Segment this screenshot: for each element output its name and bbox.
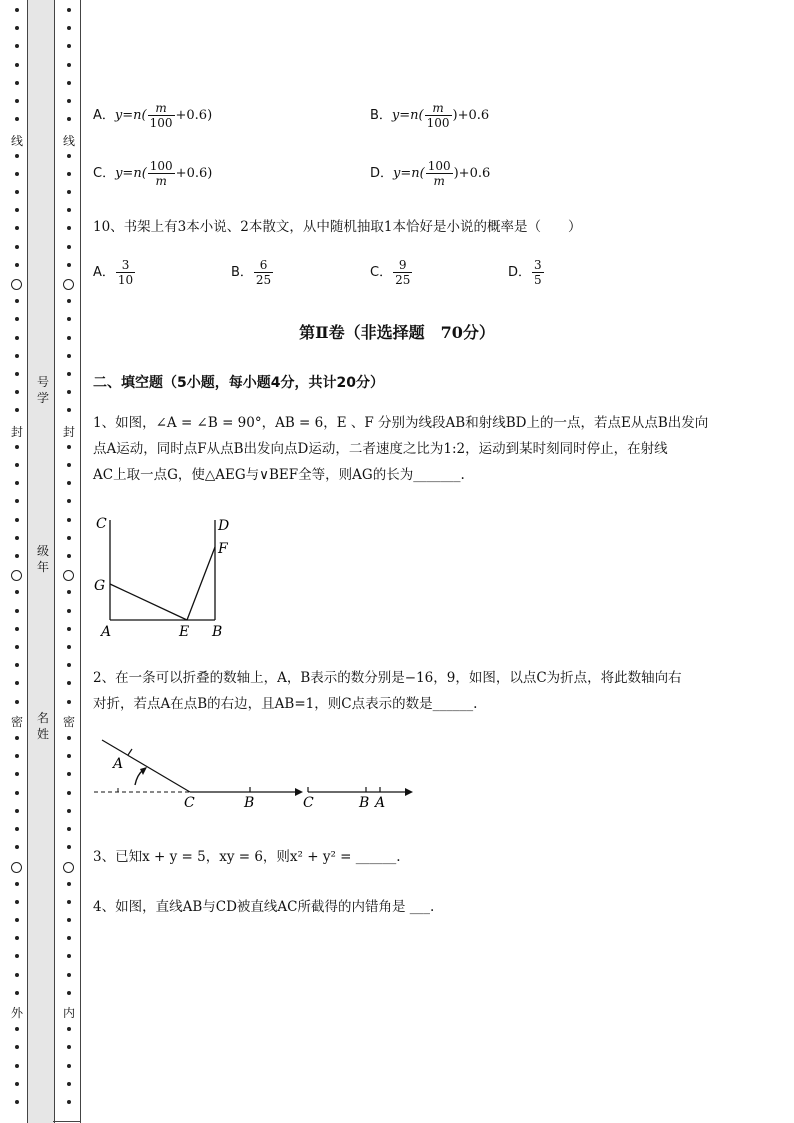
cut-dot	[15, 44, 19, 48]
cut-dot	[15, 463, 19, 467]
question-4: 4、如图，直线AB与CD被直线AC所截得的内错角是 ___.	[93, 899, 435, 915]
cut-dot	[15, 663, 19, 667]
cut-dot	[15, 845, 19, 849]
cut-dot	[15, 190, 19, 194]
inner-circle-mark	[63, 570, 74, 581]
cut-dot	[67, 408, 71, 412]
inner-mark-seal: 封	[62, 425, 75, 439]
q9-option-c: C．y=n( $\frac{100}{m}$ +0.6)	[93, 159, 213, 188]
gutter-rule	[80, 0, 81, 1123]
cut-dot	[15, 372, 19, 376]
cut-dot	[67, 590, 71, 594]
question-1: 1、如图，∠A = ∠B = 90°，AB = 6，E 、F 分别为线段AB和射线BD上的一点，若点E从点B出发向 点A运动，同时点F从点B出发向点D运动，二者速度之比为1:2，运动到某时刻同时停止，在射线 AC上取一点G，使△AEG与∨BEF全等，则AG的长为_______.	[93, 415, 709, 483]
cut-dot	[15, 536, 19, 540]
cut-dot	[67, 44, 71, 48]
cut-dot	[67, 154, 71, 158]
cut-dot	[15, 172, 19, 176]
tick-a	[128, 749, 132, 755]
outer-mark-line: 线	[10, 134, 23, 148]
label-f: F	[218, 541, 228, 557]
cut-dot	[15, 772, 19, 776]
label-d: D	[218, 518, 230, 534]
inner-mark-line: 线	[62, 134, 75, 148]
cut-dot	[15, 226, 19, 230]
cut-dot	[67, 63, 71, 67]
cut-dot	[15, 973, 19, 977]
fraction: $\frac{m}{100}$	[149, 101, 173, 130]
cut-dot	[15, 936, 19, 940]
cut-dot	[15, 991, 19, 995]
cut-dot	[15, 609, 19, 613]
label-a-right: A	[375, 795, 386, 811]
outer-mark-seal: 封	[10, 425, 23, 439]
cut-dot	[67, 1027, 71, 1031]
cut-dot	[67, 736, 71, 740]
question-3: 3、已知x + y = 5，xy = 6，则x² + y² = ______.	[93, 849, 401, 865]
cut-dot	[15, 590, 19, 594]
label-c: C	[96, 516, 107, 532]
cut-dot	[67, 8, 71, 12]
figure-q2	[90, 735, 420, 813]
name-field: 名 姓	[36, 711, 49, 741]
cut-dot	[67, 372, 71, 376]
inner-circle-mark	[63, 862, 74, 873]
label-c-right: C	[303, 795, 314, 811]
grade-field: 级 年	[36, 544, 49, 574]
cut-dot	[15, 245, 19, 249]
cut-dot	[15, 754, 19, 758]
cut-dot	[15, 882, 19, 886]
cut-dot	[15, 681, 19, 685]
q9-option-b: B．y=n( $\frac{m}{100}$ )+0.6	[370, 101, 490, 130]
cut-dot	[15, 263, 19, 267]
fraction: $\frac{m}{100}$	[426, 101, 450, 130]
cut-dot	[67, 26, 71, 30]
cut-dot	[67, 954, 71, 958]
cut-dot	[67, 936, 71, 940]
cut-dot	[15, 8, 19, 12]
q9-option-a: A．y=n( $\frac{m}{100}$ +0.6)	[93, 101, 213, 130]
cut-dot	[67, 463, 71, 467]
cut-dot	[15, 1064, 19, 1068]
cut-dot	[15, 499, 19, 503]
label-a: A	[101, 624, 112, 640]
cut-dot	[67, 81, 71, 85]
label-b-right: B	[359, 795, 370, 811]
cut-dot	[67, 445, 71, 449]
cut-dot	[15, 117, 19, 121]
cut-dot	[67, 627, 71, 631]
cut-dot	[67, 117, 71, 121]
arrow-right-axis	[405, 788, 413, 796]
cut-dot	[67, 991, 71, 995]
cut-dot	[67, 536, 71, 540]
cut-dot	[67, 554, 71, 558]
cut-dot	[67, 827, 71, 831]
fold-arrowhead	[140, 767, 147, 775]
cut-dot	[67, 809, 71, 813]
label-e: E	[179, 624, 190, 640]
outer-mark-outside: 外	[10, 1006, 23, 1020]
cut-dot	[15, 918, 19, 922]
cut-dot	[67, 791, 71, 795]
label-c-left: C	[184, 795, 195, 811]
cut-dot	[67, 208, 71, 212]
cut-dot	[67, 900, 71, 904]
figure-q1	[90, 510, 240, 645]
section-title: 二、填空题（5小题，每小题4分，共计20分）	[93, 375, 384, 391]
cut-dot	[15, 627, 19, 631]
cut-dot	[67, 518, 71, 522]
cut-dot	[67, 845, 71, 849]
cut-dot	[15, 445, 19, 449]
segment-ge	[110, 584, 187, 620]
inner-mark-inside: 内	[62, 1006, 75, 1020]
cut-dot	[67, 1045, 71, 1049]
cut-dot	[15, 518, 19, 522]
cut-dot	[67, 882, 71, 886]
cut-dot	[67, 663, 71, 667]
inner-circle-mark	[63, 279, 74, 290]
cut-dot	[67, 609, 71, 613]
cut-dot	[15, 154, 19, 158]
cut-dot	[67, 772, 71, 776]
cut-dot	[15, 81, 19, 85]
part-two-title: 第Ⅱ卷（非选择题 70分）	[299, 323, 495, 342]
cut-dot	[15, 26, 19, 30]
outer-mark-secret: 密	[10, 715, 23, 729]
cut-dot	[67, 1100, 71, 1104]
cut-dot	[15, 809, 19, 813]
cut-dot	[15, 554, 19, 558]
cut-dot	[67, 481, 71, 485]
label-b: B	[212, 624, 223, 640]
q9-option-d: D．y=n( $\frac{100}{m}$ )+0.6	[370, 159, 491, 188]
cut-dot	[67, 499, 71, 503]
segment-ef	[187, 547, 215, 620]
cut-dot	[67, 172, 71, 176]
inner-dotted-line	[64, 0, 74, 1123]
cut-dot	[67, 700, 71, 704]
question-2: 2、在一条可以折叠的数轴上，A，B表示的数分别是−16，9，如图，以点C为折点，将此数轴向右 对折，若点A在点B的右边，且AB=1，则C点表示的数是______.	[93, 670, 682, 712]
cut-dot	[15, 481, 19, 485]
cut-dot	[15, 827, 19, 831]
cut-dot	[15, 954, 19, 958]
cut-dot	[67, 754, 71, 758]
cut-dot	[15, 1100, 19, 1104]
cut-dot	[15, 390, 19, 394]
cut-dot	[67, 1064, 71, 1068]
cut-dot	[15, 1045, 19, 1049]
student-id-field: 号 学	[36, 375, 49, 405]
cut-dot	[67, 245, 71, 249]
arrow-left-axis	[295, 788, 303, 796]
q10-option-c: C． $\frac{9}{25}$	[370, 258, 411, 287]
cut-dot	[15, 1027, 19, 1031]
cut-dot	[67, 645, 71, 649]
cut-dot	[67, 99, 71, 103]
cut-dot	[15, 1082, 19, 1086]
cut-dot	[15, 63, 19, 67]
binding-margin	[0, 0, 82, 1123]
label-b-left: B	[244, 795, 255, 811]
cut-dot	[67, 973, 71, 977]
fraction: $\frac{100}{m}$	[149, 159, 173, 188]
cut-dot	[15, 99, 19, 103]
outer-dotted-line	[12, 0, 22, 1123]
label-g: G	[94, 578, 106, 594]
cut-dot	[67, 354, 71, 358]
cut-dot	[67, 190, 71, 194]
cut-dot	[67, 226, 71, 230]
cut-dot	[15, 900, 19, 904]
inner-mark-secret: 密	[62, 715, 75, 729]
outer-circle-mark	[11, 862, 22, 873]
cut-dot	[15, 208, 19, 212]
cut-dot	[67, 390, 71, 394]
cut-dot	[15, 299, 19, 303]
outer-circle-mark	[11, 279, 22, 290]
q10-option-b: B． $\frac{6}{25}$	[231, 258, 272, 287]
cut-dot	[15, 645, 19, 649]
cut-dot	[15, 354, 19, 358]
cut-dot	[67, 1082, 71, 1086]
cut-dot	[67, 681, 71, 685]
cut-dot	[15, 736, 19, 740]
label-a-folded: A	[113, 756, 124, 772]
q10-option-a: A． $\frac{3}{10}$	[93, 258, 134, 287]
cut-dot	[67, 263, 71, 267]
outer-circle-mark	[11, 570, 22, 581]
cut-dot	[15, 791, 19, 795]
cut-dot	[15, 700, 19, 704]
cut-dot	[67, 918, 71, 922]
q10-option-d: D． $\frac{3}{5}$	[508, 258, 542, 287]
cut-dot	[15, 408, 19, 412]
q10-stem: 10、书架上有3本小说、2本散文，从中随机抽取1本恰好是小说的概率是（ ）	[93, 219, 582, 235]
fraction: $\frac{100}{m}$	[427, 159, 451, 188]
cut-dot	[67, 299, 71, 303]
